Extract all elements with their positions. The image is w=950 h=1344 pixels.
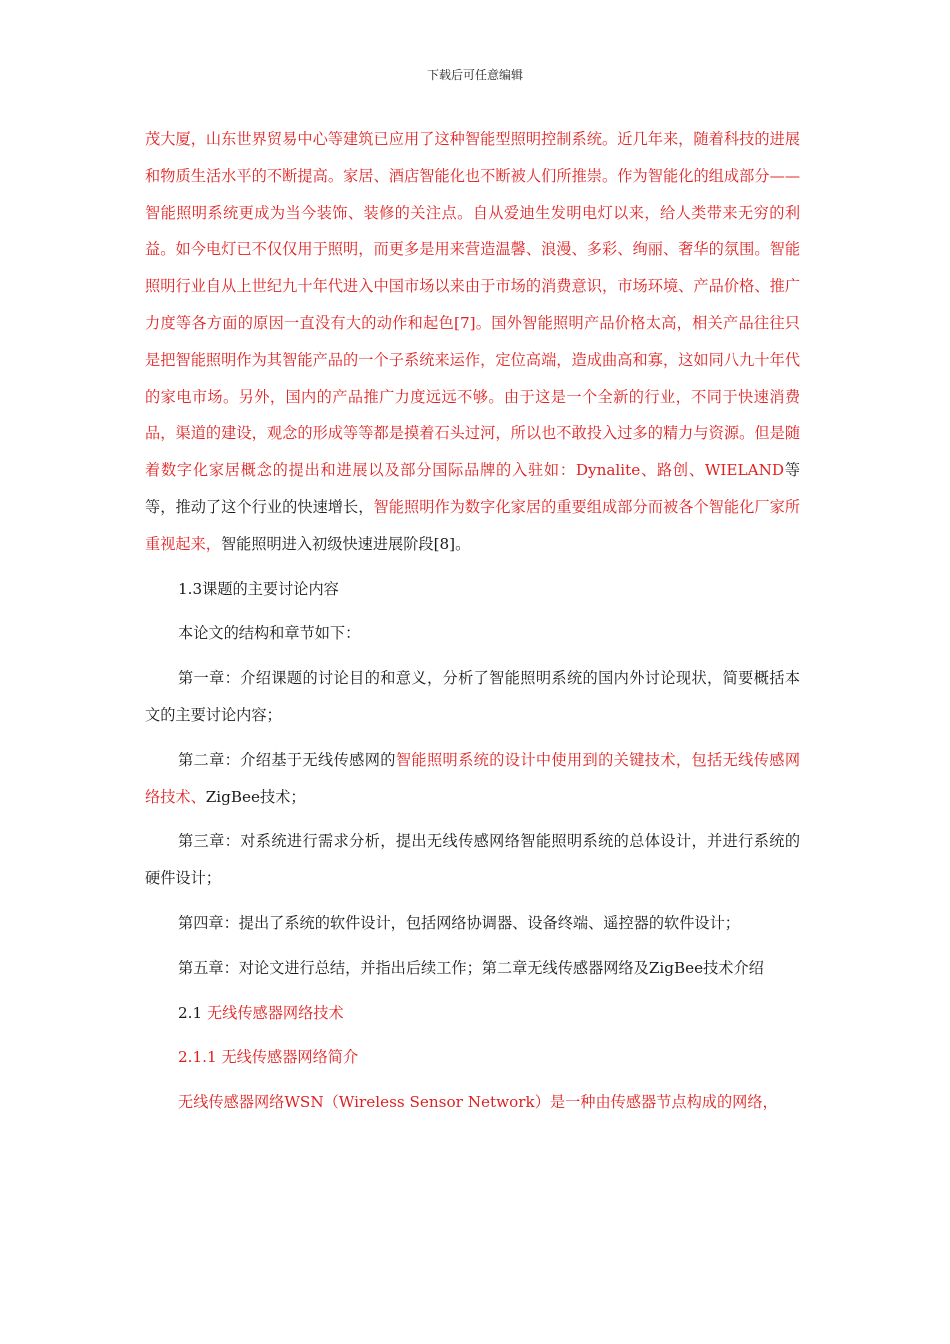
- section-2-1-title: 无线传感器网络技术: [206, 1003, 344, 1022]
- chapter-2-tail-text: ZigBee技术；: [205, 787, 306, 806]
- chapter-4-summary: 第四章：提出了系统的软件设计，包括网络协调器、设备终端、遥控器的软件设计；: [178, 913, 740, 932]
- paragraph-red-text-2: 智能照明作为数字化家居的重要组成部分而被各个智能化厂家所重视起来，: [145, 497, 801, 553]
- paragraph-black-text: 等等，推动了这个行业的快速增长，: [145, 461, 801, 516]
- section-heading-2-1: [145, 995, 800, 1032]
- document-body: [145, 121, 800, 1121]
- chapter-2-black-text: 第二章：介绍基于无线传感网的: [178, 750, 396, 769]
- chapter-2-red-text: 智能照明系统的设计中使用到的关键技术，包括无线传感网络技术、: [145, 750, 801, 806]
- paragraph-wsn: 无线传感器网络WSN（Wireless Sensor Network）是一种由传感器节点构成的网络，: [178, 1093, 778, 1112]
- chapter-5-summary: 第五章：对论文进行总结，并指出后续工作；第二章无线传感器网络及ZigBee技术介绍: [178, 958, 764, 977]
- paragraph-black-text-2: 智能照明进入初级快速进展阶段[8]。: [220, 534, 471, 553]
- section-heading-2-1-1: 2.1.1 无线传感器网络简介: [178, 1048, 359, 1067]
- chapter-1-summary: 第一章：介绍课题的讨论目的和意义，分析了智能照明系统的国内外讨论现状，简要概括本文的主要讨论内容；: [145, 669, 800, 724]
- paragraph-intro: [145, 121, 800, 563]
- paragraph-red-text: 茂大厦，山东世界贸易中心等建筑已应用了这种智能型照明控制系统。近几年来，随着科技的进展和物质生活水平的不断提高。家居、酒店智能化也不断被人们所推崇。作为智能化的组成部分——智能照明系统更成为当今装饰、装修的关注点。自从爱迪生发明电灯以来，给人类带来无穷的利益。如今电灯已不仅仅用于照明，而更多是用来营造温馨、浪漫、多彩、绚丽、奢华的氛围。智能照明行业自从上世纪九十年代进入中国市场以来由于市场的消费意识，市场环境、产品价格、推广力度等各方面的原因一直没有大的动作和起色[7]。国外智能照明产品价格太高，相关产品往往只是把智能照明作为其智能产品的一个子系统来运作，定位高端，造成曲高和寡，这如同八九十年代的家电市场。另外，国内的产品推广力度远远不够。由于这是一个全新的行业，不同于快速消费品，渠道的建设，观念的形成等等都是摸着石头过河，所以也不敢投入过多的精力与资源。但是随着数字化家居概念的提出和进展以及部分国际品牌的入驻如：Dynalite、路创、WIELAND: [145, 130, 800, 480]
- page-header: 下载后可任意编辑: [426, 68, 523, 82]
- section-heading-1-3: 1.3课题的主要讨论内容: [178, 579, 339, 598]
- chapter-3-summary: 第三章：对系统进行需求分析，提出无线传感网络智能照明系统的总体设计，并进行系统的硬件设计；: [145, 832, 800, 888]
- section-2-1-number: 2.1: [178, 1003, 207, 1022]
- structure-intro: 本论文的结构和章节如下：: [178, 624, 361, 643]
- chapter-2-summary: [145, 742, 800, 816]
